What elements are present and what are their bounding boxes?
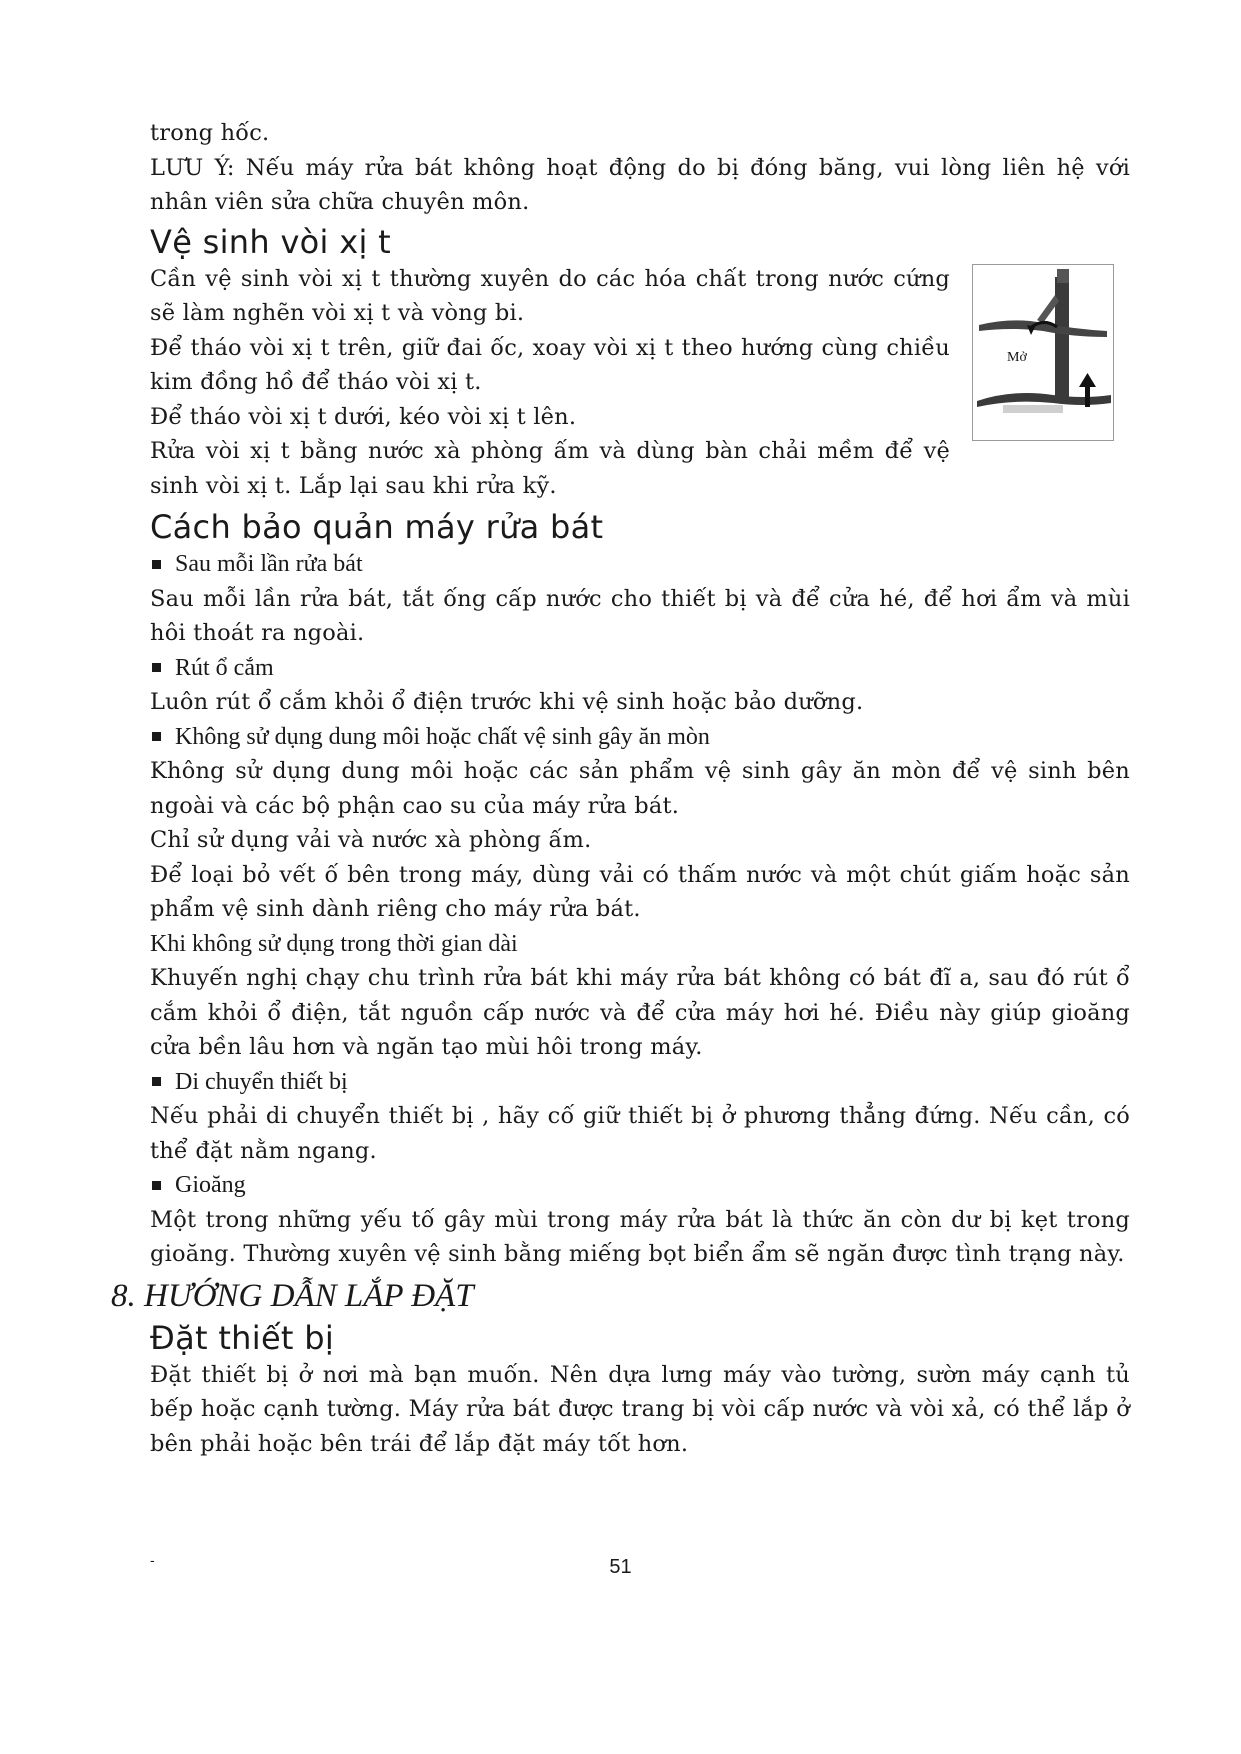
bullet-no-solvents-title: Không sử dụng dung môi hoặc chất vệ sinh gây ăn mòn: [175, 723, 710, 750]
bullet-square-icon: [152, 732, 161, 741]
spray-arm-text: [150, 262, 950, 504]
spray-tube-shape: [1055, 277, 1069, 402]
no-solvents-text-1: Không sử dụng dung môi hoặc các sản phẩm vệ sinh gây ăn mòn để vệ sinh bên ngoài và các bộ phận cao su của máy rửa bát.: [150, 758, 1130, 819]
intro-line: trong hốc.: [150, 120, 270, 146]
unplug-text: Luôn rút ổ cắm khỏi ổ điện trước khi vệ sinh hoặc bảo dưỡng.: [150, 689, 864, 715]
bullet-square-icon: [152, 1077, 161, 1086]
bullet-square-icon: [152, 1181, 161, 1190]
no-solvents-text-2: Chỉ sử dụng vải và nước xà phòng ấm.: [150, 827, 592, 853]
bullet-square-icon: [152, 560, 161, 569]
long-unused-title: Khi không sử dụng trong thời gian dài: [150, 930, 518, 957]
bullet-gasket: [150, 1168, 1130, 1203]
page-content: [111, 116, 1130, 1461]
bullet-after-wash: [150, 547, 1130, 582]
spray-arm-paragraph-4: Rửa vòi xị t bằng nước xà phòng ấm và dùng bàn chải mềm để vệ sinh vòi xị t. Lắp lại sau khi rửa kỹ.: [150, 438, 950, 499]
no-solvents-text-3: Để loại bỏ vết ố bên trong máy, dùng vải có thấm nước và một chút giấm hoặc sản phẩm vệ sinh dành riêng cho máy rửa bát.: [150, 861, 1130, 922]
after-wash-text: Sau mỗi lần rửa bát, tắt ống cấp nước cho thiết bị và để cửa hé, để hơi ẩm và mùi hôi thoát ra ngoài.: [150, 585, 1130, 646]
figure-label-open: Mở: [1007, 349, 1027, 365]
spray-arm-paragraph-2: Để tháo vòi xị t trên, giữ đai ốc, xoay vòi xị t theo hướng cùng chiều kim đồng hồ để tháo vòi xị t.: [150, 334, 950, 395]
install-chapter-heading: 8. HƯỚNG DẪN LẮP ĐẶT: [111, 1277, 474, 1314]
up-arrow-stem-shape: [1085, 385, 1090, 407]
care-heading: Cách bảo quản máy rửa bát: [150, 508, 604, 546]
spray-arm-paragraph-1: Cần vệ sinh vòi xị t thường xuyên do các hóa chất trong nước cứng sẽ làm nghẽn vòi xị t và vòng bi.: [150, 265, 950, 326]
long-unused-text: Khuyến nghị chạy chu trình rửa bát khi máy rửa bát không có bát đĩ a, sau đó rút ổ cắm khỏi ổ điện, tắt nguồn cấp nước và để cửa máy hơi hé. Điều này giúp gioăng cửa bền lâu hơn và ngăn tạo mùi hôi trong máy.: [150, 965, 1130, 1060]
base-plate-shape: [1003, 405, 1063, 413]
page-number: 51: [609, 1556, 632, 1578]
footer-mark: -: [150, 1552, 155, 1568]
bullet-moving: [150, 1065, 1130, 1100]
spray-arm-heading: Vệ sinh vòi xị t: [150, 222, 391, 261]
bullet-no-solvents: [150, 720, 1130, 755]
moving-text: Nếu phải di chuyển thiết bị , hãy cố giữ thiết bị ở phương thẳng đứng. Nếu cần, có thể đặt nằm ngang.: [150, 1103, 1130, 1164]
bullet-moving-title: Di chuyển thiết bị: [175, 1068, 348, 1095]
note-paragraph: LƯU Ý: Nếu máy rửa bát không hoạt động do bị đóng băng, vui lòng liên hệ với nhân viên sửa chữa chuyên môn.: [150, 154, 1130, 215]
bullet-after-wash-title: Sau mỗi lần rửa bát: [175, 551, 363, 577]
gasket-text: Một trong những yếu tố gây mùi trong máy rửa bát là thức ăn còn dư bị kẹt trong gioăng. Thường xuyên vệ sinh bằng miếng bọt biển ẩm sẽ ngăn được tình trạng này.: [150, 1206, 1130, 1267]
tube-cap-shape: [1057, 269, 1069, 283]
spray-arm-figure: [972, 264, 1114, 441]
spray-arm-illustration: [973, 265, 1113, 440]
bullet-unplug: [150, 651, 1130, 686]
install-text: Đặt thiết bị ở nơi mà bạn muốn. Nên dựa lưng máy vào tường, sườn máy cạnh tủ bếp hoặc cạnh tường. Máy rửa bát được trang bị vòi cấp nước và vòi xả, có thể lắp ở bên phải hoặc bên trái để lắp đặt máy tốt hơn.: [150, 1361, 1130, 1457]
bullet-unplug-title: Rút ổ cắm: [175, 654, 274, 681]
bullet-gasket-title: Gioăng: [175, 1172, 246, 1198]
spray-arm-section: [150, 262, 1130, 504]
install-subheading: Đặt thiết bị: [150, 1318, 335, 1357]
spray-arm-paragraph-3: Để tháo vòi xị t dưới, kéo vòi xị t lên.: [150, 403, 577, 430]
bullet-square-icon: [152, 663, 161, 672]
